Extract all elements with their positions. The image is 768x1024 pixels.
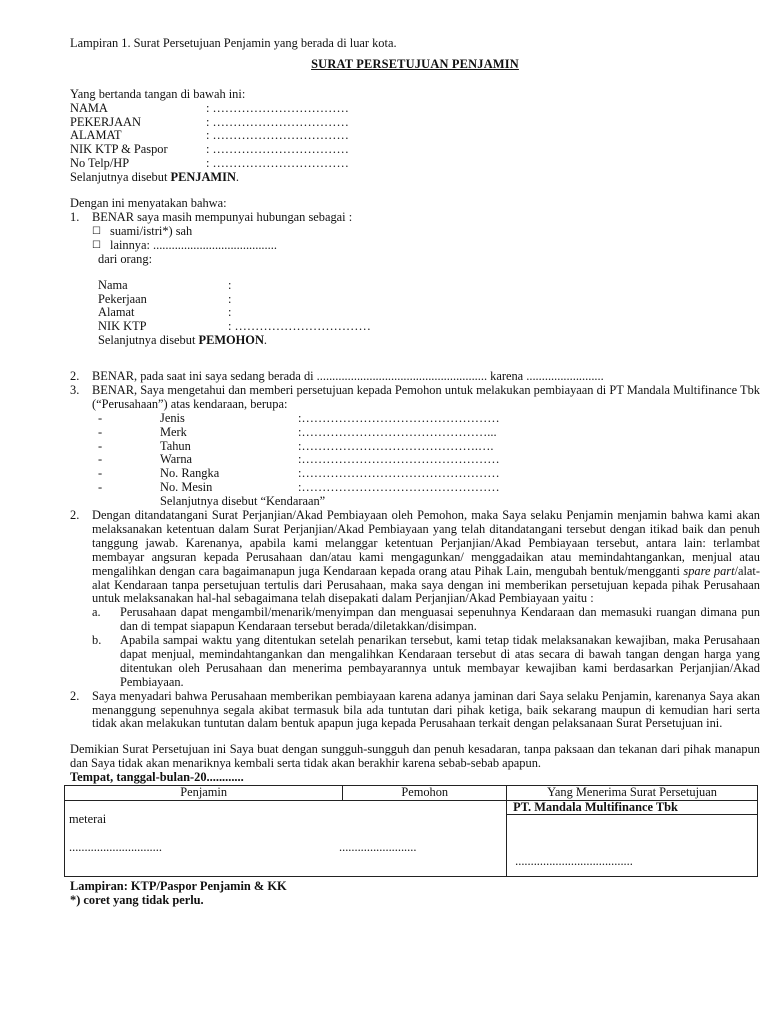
checkbox-icon: ☐: [92, 239, 101, 251]
item-5: 2. Saya menyadari bahwa Perusahaan memberikan pembiayaan karena adanya jaminan dari Saya selaku Penjamin, karenanya Saya akan menanggung sepenuhnya segala akibat termasuk bila ada tuntutan dari pihak ketiga, baik sekarang maupun di kemudian hari serta tidak akan melakukan tuntutan dalam bentuk apapun juga kepada Perusahaan terkait dengan pelaksanaan Surat Persetujuan ini.: [70, 688, 760, 731]
vehicle-field: - Merk :………………………………………...: [98, 424, 497, 439]
vehicle-field: - Jenis :…………………………………………: [98, 410, 500, 425]
col-guarantor: Penjamin: [65, 786, 343, 801]
stamp-label: meterai: [69, 811, 107, 826]
applicant-field: NIK KTP : ……………………………: [98, 319, 371, 334]
applicant-reference: Selanjutnya disebut PEMOHON.: [98, 333, 267, 348]
item-2: 2. BENAR, pada saat ini saya sedang berada di ....................................................... karena .........................: [70, 369, 604, 384]
attachment-note: Lampiran: KTP/Paspor Penjamin & KK: [70, 879, 287, 893]
from-person-label: dari orang:: [98, 251, 153, 266]
applicant-field: Pekerjaan :: [98, 291, 232, 306]
place-date: Tempat, tanggal-bulan-20............: [70, 770, 244, 785]
applicant-signature-line: .........................: [339, 839, 417, 854]
intro-text: Yang bertanda tangan di bawah ini:: [70, 86, 246, 101]
guarantor-field: ALAMAT : ……………………………: [70, 128, 349, 143]
guarantor-field: PEKERJAAN : ……………………………: [70, 114, 349, 129]
vehicle-field: - No. Rangka :…………………………………………: [98, 466, 500, 481]
guarantor-field: No Telp/HP : ……………………………: [70, 156, 349, 171]
applicant-field: Nama :: [98, 277, 232, 292]
signature-area-right: [507, 800, 758, 876]
closing-paragraph: Demikian Surat Persetujuan ini Saya buat dengan sungguh-sungguh dan penuh kesadaran, tanpa paksaan dan tekanan dari pihak manapun dan Saya tidak akan menariknya kembali serta tidak akan berakhir karena sebab-sebab apapun.: [70, 742, 760, 771]
guarantor-reference: Selanjutnya disebut PENJAMIN.: [70, 170, 239, 185]
applicant-field: Alamat :: [98, 305, 232, 320]
guarantor-field: NAMA : ……………………………: [70, 100, 349, 115]
strike-note: *) coret yang tidak perlu.: [70, 893, 204, 908]
vehicle-reference: Selanjutnya disebut “Kendaraan”: [160, 494, 326, 509]
attachment-header: Lampiran 1. Surat Persetujuan Penjamin yang berada di luar kota.: [70, 36, 397, 50]
vehicle-field: - No. Mesin :…………………………………………: [98, 480, 500, 495]
signature-area-left: [65, 800, 507, 876]
company-name: PT. Mandala Multifinance Tbk: [507, 800, 757, 815]
guarantor-signature-line: ..............................: [69, 839, 162, 854]
declaration-intro: Dengan ini menyatakan bahwa:: [70, 196, 227, 211]
col-receiver: Yang Menerima Surat Persetujuan: [507, 786, 758, 801]
vehicle-field: - Warna :…………………………………………: [98, 452, 500, 467]
option-other: ☐ lainnya: ........................................: [92, 237, 277, 252]
guarantor-field: NIK KTP & Paspor : ……………………………: [70, 142, 349, 157]
option-spouse: ☐ suami/istri*) sah: [92, 223, 193, 238]
document-title: SURAT PERSETUJUAN PENJAMIN: [311, 56, 519, 71]
signature-table: [64, 785, 758, 877]
footer: [70, 879, 287, 908]
sub-item-b: b. Apabila sampai waktu yang ditentukan setelah penarikan tersebut, kami tetap tidak melaksanakan kewajiban, maka Perusahaan dapat menjual, memindahtangankan dan mengalihkan Kendaraan tersebut di atas secara di bawah tangan dengan harga yang ditentukan oleh Perusahaan dan menerima pembayarannya untuk membayar kewajiban kami berdasarkan Perjanjian/Akad Pembiayaan.: [92, 633, 760, 689]
document-body: [70, 37, 760, 785]
sub-item-a: a. Perusahaan dapat mengambil/menarik/menyimpan dan menguasai sepenuhnya Kendaraan dan memasuki ruangan dimana pun dan di tempat siapapun Kendaraan tersebut berada/diletakkan/disimpan.: [92, 605, 760, 634]
item-1: 1. BENAR saya masih mempunyai hubungan sebagai :: [70, 209, 353, 224]
checkbox-icon: ☐: [92, 225, 101, 237]
item-3: 3. BENAR, Saya mengetahui dan memberi persetujuan kepada Pemohon untuk melakukan pembiayaan di PT Mandala Multifinance Tbk (“Perusahaan”) atas kendaraan, berupa:: [70, 383, 760, 411]
vehicle-field: - Tahun :…………………………………….….: [98, 438, 494, 453]
item-4: 2. Dengan ditandatangani Surat Perjanjian/Akad Pembiayaan oleh Pemohon, maka Saya selaku Penjamin menjamin bahwa kami akan melaksanakan ketentuan dalam Surat Perjanjian/Akad Pembiayaan yang telah ditandatangani tersebut dengan itikad baik dan penuh tanggung jawab. Karenanya, apabila kami melanggar ketentuan Perjanjian/Akad Pembiayaan tersebut, antara lain: terlambat membayar angsuran kepada Perusahaan dan/atau kami mengagunkan/ menggadaikan atau memindahtangankan, menjual atau mengalihkan dengan cara bagaimanapun juga Kendaraan kepada orang atau Pihak Lain, mengubah bentuk/mengganti spare part/alat-alat Kendaraan tanpa persetujuan tertulis dari Perusahaan, maka saya dengan ini memberikan persetujuan kepada pihak Perusahaan untuk melaksanakan hal-hal sebagaimana telah disepakati dalam Perjanjian/Akad Pembiayaan yaitu :: [70, 508, 760, 606]
col-applicant: Pemohon: [343, 786, 507, 801]
receiver-signature-line: ......................................: [515, 853, 633, 868]
